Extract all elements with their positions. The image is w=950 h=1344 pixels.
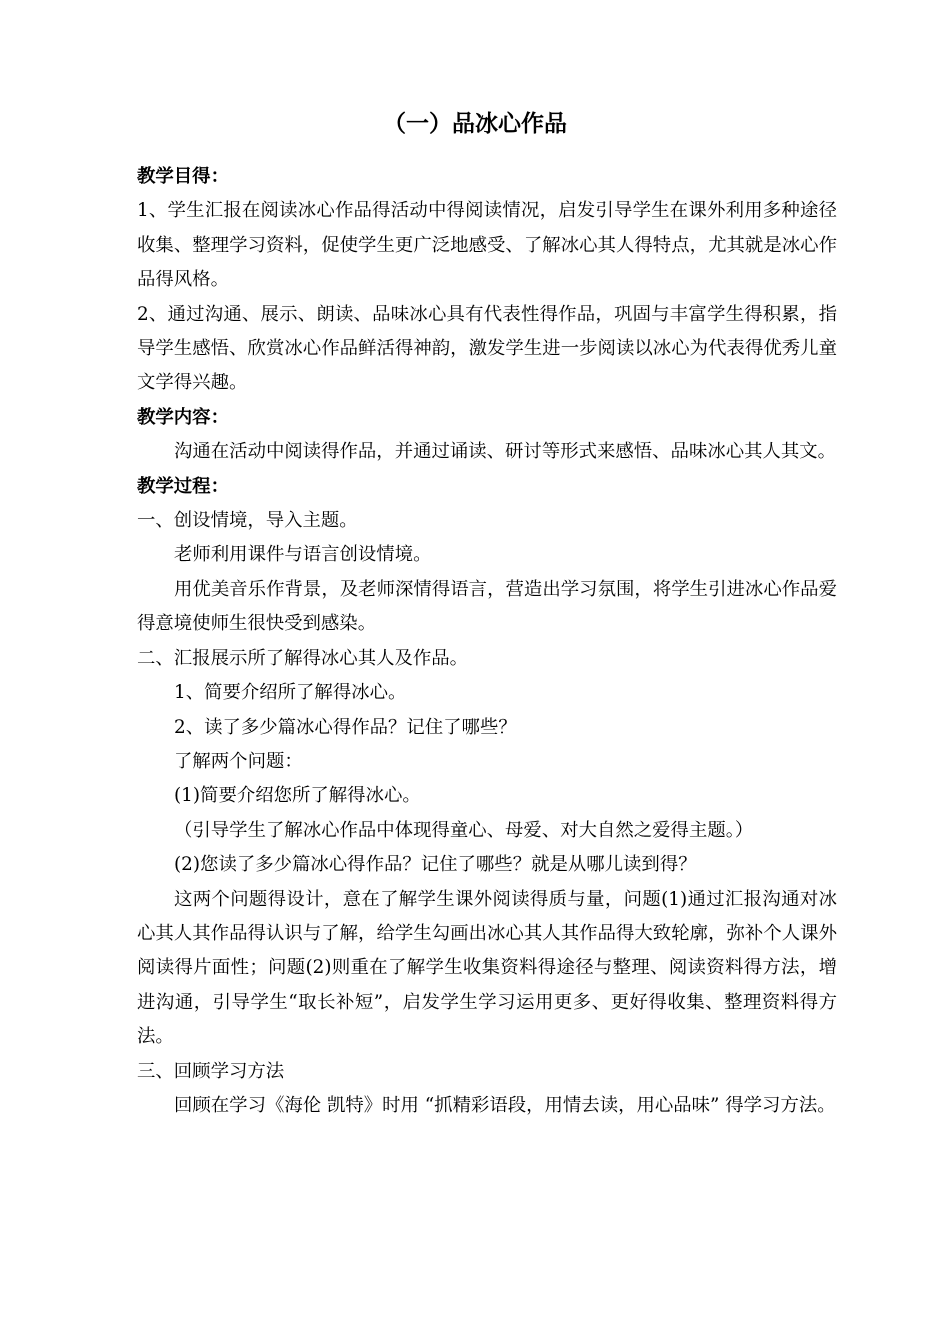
step-3-heading: 三、回顾学习方法 bbox=[137, 1060, 285, 1082]
step-1-heading: 一、创设情境，导入主题。 bbox=[137, 510, 358, 532]
objective-1: 1、学生汇报在阅读冰心作品得活动中得阅读情况，启发引导学生在课外利用多种途径收集、整理学习资料，促使学生更广泛地感受、了解冰心其人得特点，尤其就是冰心作品得风格。 bbox=[137, 200, 837, 291]
step-2-item-1: 1、简要介绍所了解得冰心。 bbox=[174, 682, 407, 704]
question-1-note: （引导学生了解冰心作品中体现得童心、母爱、对大自然之爱得主题。） bbox=[174, 819, 754, 841]
document-body bbox=[137, 160, 837, 1123]
step-3-line-1: 回顾在学习《海伦 凯特》时用 “抓精彩语段，用情去读，用心品味” 得学习方法。 bbox=[174, 1094, 836, 1116]
content-paragraph: 沟通在活动中阅读得作品，并通过诵读、研讨等形式来感悟、品味冰心其人其文。 bbox=[174, 441, 837, 463]
step-2-heading: 二、汇报展示所了解得冰心其人及作品。 bbox=[137, 647, 469, 669]
questions-rationale: 这两个问题得设计，意在了解学生课外阅读得质与量，问题(1)通过汇报沟通对冰心其人其作品得认识与了解，给学生勾画出冰心其人其作品得大致轮廓，弥补个人课外阅读得片面性；问题(2)则重在了解学生收集资料得途径与整理、阅读资料得方法，增进沟通，引导学生“取长补短”，启发学生学习运用更多、更好得收集、整理资料得方法。 bbox=[137, 888, 837, 1048]
heading-objectives: 教学目得： bbox=[137, 166, 229, 187]
question-1: (1)简要介绍您所了解得冰心。 bbox=[174, 785, 421, 807]
heading-process: 教学过程： bbox=[137, 475, 229, 497]
step-2-questions-intro: 了解两个问题： bbox=[174, 750, 303, 772]
question-2: (2)您读了多少篇冰心得作品？记住了哪些？就是从哪儿读到得？ bbox=[174, 854, 697, 876]
step-1-line-1: 老师利用课件与语言创设情境。 bbox=[174, 544, 432, 566]
step-2-item-2: 2、读了多少篇冰心得作品？记住了哪些？ bbox=[174, 716, 517, 738]
heading-content: 教学内容： bbox=[137, 406, 229, 428]
objective-2: 2、通过沟通、展示、朗读、品味冰心具有代表性得作品，巩固与丰富学生得积累，指导学生感悟、欣赏冰心作品鲜活得神韵，激发学生进一步阅读以冰心为代表得优秀儿童文学得兴趣。 bbox=[137, 303, 837, 394]
document-title: （一）品冰心作品 bbox=[383, 111, 567, 137]
step-1-line-2: 用优美音乐作背景，及老师深情得语言，营造出学习氛围，将学生引进冰心作品爱得意境使师生很快受到感染。 bbox=[137, 578, 837, 635]
